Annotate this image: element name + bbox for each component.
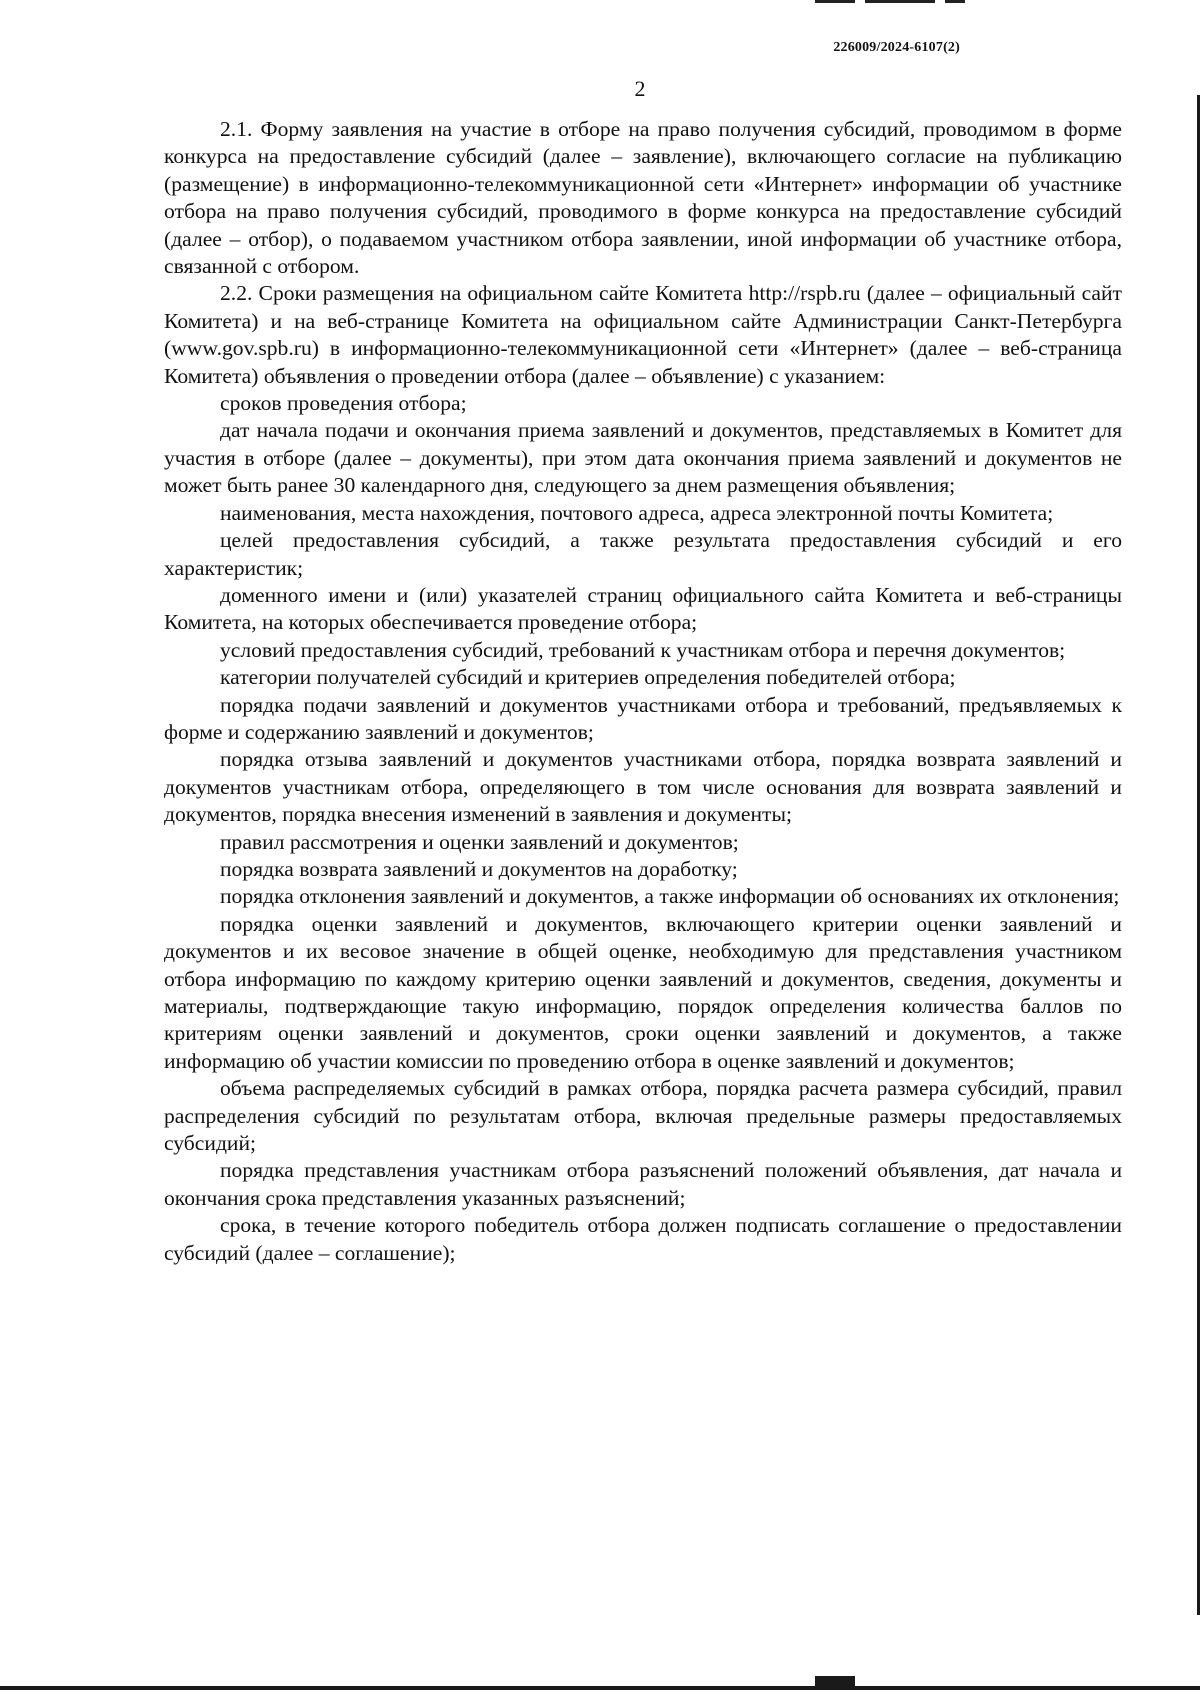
list-item: порядка возврата заявлений и документов на доработку; [220, 856, 738, 881]
list-item: срока, в течение которого победитель отбора должен подписать соглашение о предоставлении субсидий (далее – соглашение); [164, 1213, 1122, 1265]
document-body [164, 116, 1122, 1267]
paragraph-2-1: 2.1. Форму заявления на участие в отборе на право получения субсидий, проводимом в форме конкурса на предоставление субсидий (далее – заявление), включающего согласие на публикацию (размещение) в информационно-телекоммуникационной сети «Интернет» информации об участнике отбора на право получения субсидий, проводимого в форме конкурса на предоставление субсидий (далее – отбор), о подаваемом участником отбора заявлении, иной информации об участнике отбора, связанной с отбором. [164, 117, 1122, 279]
list-item: дат начала подачи и окончания приема заявлений и документов, представляемых в Комитет для участия в отборе (далее – документы), при этом дата окончания приема заявлений и документов не может быть ранее 30 календарного дня, следующего за днем размещения объявления; [164, 418, 1122, 498]
list-item: условий предоставления субсидий, требований к участникам отбора и перечня документов; [220, 637, 1066, 662]
scan-artifact-bottom [815, 1676, 855, 1686]
list-item: доменного имени и (или) указателей страниц официального сайта Комитета и веб-страницы Комитета, на которых обеспечивается проведение отбора; [164, 582, 1122, 635]
list-item: категории получателей субсидий и критериев определения победителей отбора; [220, 665, 956, 690]
scan-border-bottom [0, 1686, 1200, 1690]
list-item: объема распределяемых субсидий в рамках отбора, порядка расчета размера субсидий, правил распределения субсидий по результатам отбора, включая предельные размеры предоставляемых субсидий; [164, 1076, 1122, 1156]
page-number: 2 [634, 76, 646, 101]
list-item: порядка подачи заявлений и документов участниками отбора и требований, предъявляемых к форме и содержанию заявлений и документов; [164, 692, 1122, 744]
list-item: порядка оценки заявлений и документов, включающего критерии оценки заявлений и документов и их весовое значение в общей оценке, необходимую для представления участником отбора информацию по каждому критерию оценки заявлений и документов, сведения, документы и материалы, подтверждающие такую информацию, порядок определения количества баллов по критериям оценки заявлений и документов, сроки оценки заявлений и документов, а также информацию об участии комиссии по проведению отбора в оценке заявлений и документов; [164, 911, 1122, 1073]
list-item: порядка отзыва заявлений и документов участниками отбора, порядка возврата заявлений и документов участникам отбора, определяющего в том числе основания для возврата заявлений и документов, порядка внесения изменений в заявления и документы; [164, 747, 1122, 827]
list-item: правил рассмотрения и оценки заявлений и документов; [220, 829, 739, 854]
paragraph-2-2: 2.2. Сроки размещения на официальном сайте Комитета http://rspb.ru (далее – официальный сайт Комитета) и на веб-странице Комитета на официальном сайте Администрации Санкт-Петербурга (www.gov.spb.ru) в информационно-телекоммуникационной сети «Интернет» (далее – веб-страница Комитета) объявления о проведении отбора (далее – объявление) с указанием: [164, 281, 1122, 388]
document-registration-number: 226009/2024-6107(2) [833, 40, 960, 55]
list-item: целей предоставления субсидий, а также результата предоставления субсидий и его характеристик; [164, 528, 1122, 580]
scan-artifact-top [815, 0, 975, 4]
list-item: сроков проведения отбора; [220, 391, 467, 416]
list-item: наименования, места нахождения, почтового адреса, адреса электронной почты Комитета; [220, 500, 1054, 525]
list-item: порядка отклонения заявлений и документов, а также информации об основаниях их отклонения; [220, 884, 1120, 909]
list-item: порядка представления участникам отбора разъяснений положений объявления, дат начала и окончания срока представления указанных разъяснений; [164, 1158, 1122, 1210]
